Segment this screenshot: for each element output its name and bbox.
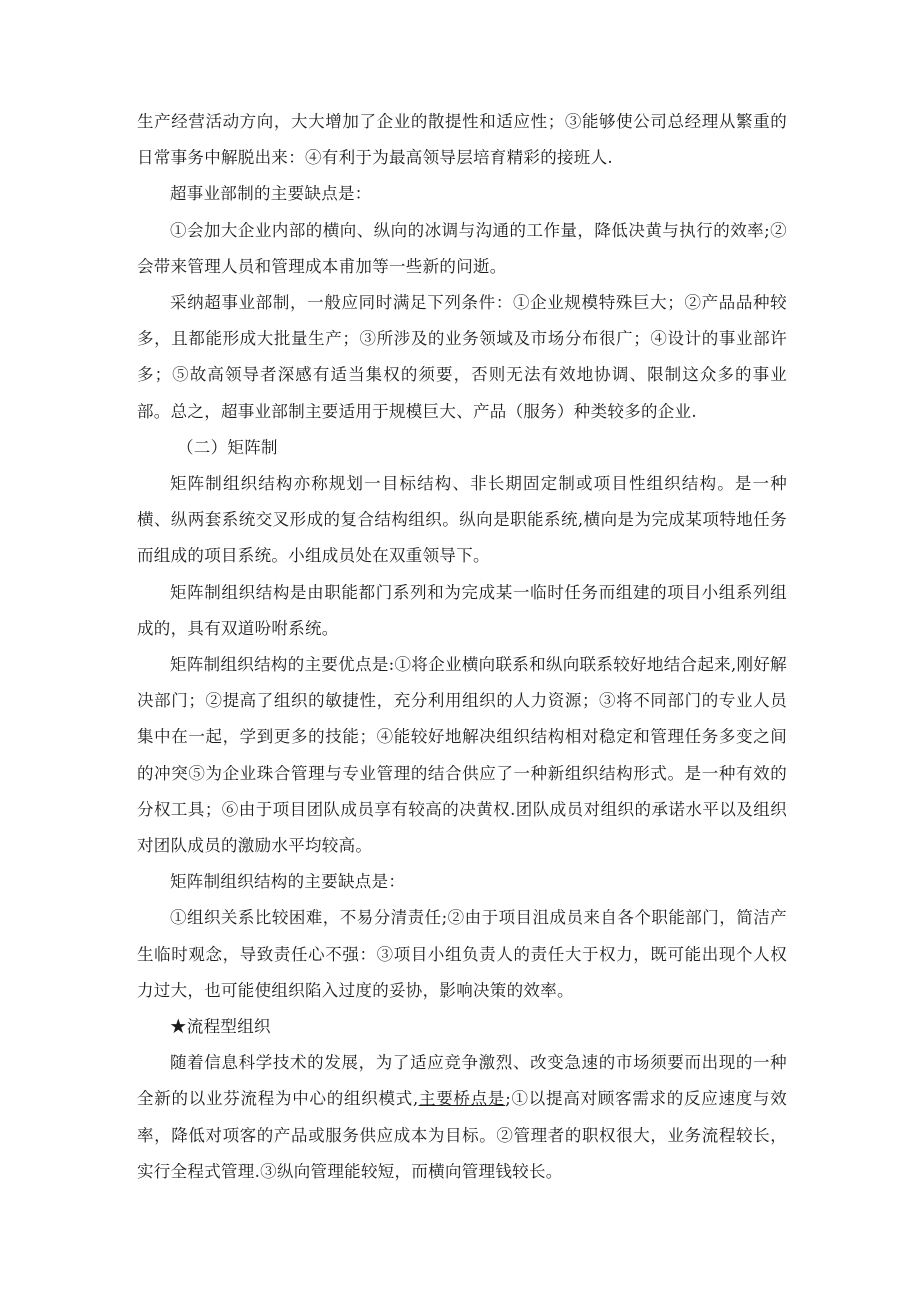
paragraph-business-direction: 生产经营活动方向，大大增加了企业的散提性和适应性；③能够使公司总经理从繁重的日常事务中解脱出来：④有利于为最高领导层培育精彩的接班人. <box>137 112 787 168</box>
paragraph-matrix-definition: 矩阵制组织结构亦称规划一目标结构、非长期固定制或项目性组织结构。是一种横、纵两套系统交叉形成的复合结构组织。纵向是职能系统,横向是为完成某项特地任务而组成的项目系统。小组成员处在双重领导下。 <box>137 474 787 566</box>
heading-super-division-disadvantages: 超事业部制的主要缺点是： <box>170 184 372 204</box>
paragraph-super-division-disadvantages: ①会加大企业内部的横向、纵向的冰调与沟通的工作量，降低决黄与执行的效率;②会带来管理人员和管理成本甫加等一些新的问逝。 <box>137 220 787 276</box>
process-text-before: 随着信息科学技术的发展，为了适应竞争激烈、改变急速的市场须要而出现的一种全新的以业芬流程为中心的组织模式, <box>137 1053 787 1109</box>
process-text-after: ;①以提高对顾客需求的反应速度与效率，降低对项客的产品或服务供应成本为目标。②管理者的职权很大，业务流程较长，实行全程式管理.③纵向管理能较短，而横向管理钱较长。 <box>137 1089 787 1181</box>
paragraph-matrix-advantages: 矩阵制组织结构的主要优点是:①将企业横向联系和纵向联系较好地结合起来,刚好解决部门；②提高了组织的敏捷性，充分利用组织的人力资源；③将不同部门的专业人员集中在一起，学到更多的技能；④能较好地解决组织结构相对稳定和管理任务多变之间的冲突⑤为企业珠合管理与专业管理的结合供应了一种新组织结构形式。是一种有效的分权工具；⑥由于项目团队成员享有较高的决黄权.团队成员对组织的承诺水平以及组织对团队成员的激励水平均较高。 <box>137 655 787 856</box>
paragraph-super-division-conditions: 采纳超事业部制，一般应同时满足下列条件：①企业规模特殊巨大；②产品品种较多，且都能形成大批量生产；③所涉及的业务领域及市场分布很广；④设计的事业部许多；⑤故高领导者深感有适当集权的须要，否则无法有效地协调、限制这众多的事业部。总之，超事业部制主要适用于规模巨大、产品（服务）种类较多的企业. <box>137 293 787 421</box>
document-body <box>137 104 787 1190</box>
heading-process-organization: ★流程型组织 <box>170 1017 271 1037</box>
section-heading-matrix: （二）矩阵制 <box>177 437 278 457</box>
paragraph-process-organization <box>137 1045 787 1190</box>
heading-matrix-disadvantages: 矩阵制组织结构的主要缺点是： <box>170 872 406 892</box>
paragraph-matrix-composition: 矩阵制组织结构是由职能都门系列和为完成某一临时任务而组建的项目小组系列组成的，具有双道吩咐系统。 <box>137 582 787 638</box>
underlined-key-points: 主要桥点是 <box>418 1089 506 1109</box>
paragraph-matrix-disadvantages: ①组织关系比较困难，不易分清责任;②由于项目沮成员来自各个职能部门，简洁产生临时观念，导致责任心不强：③项目小组负责人的责任大于权力，既可能出现个人权力过大，也可能使组织陷入过度的妥协，影响决策的效率。 <box>137 908 787 1000</box>
